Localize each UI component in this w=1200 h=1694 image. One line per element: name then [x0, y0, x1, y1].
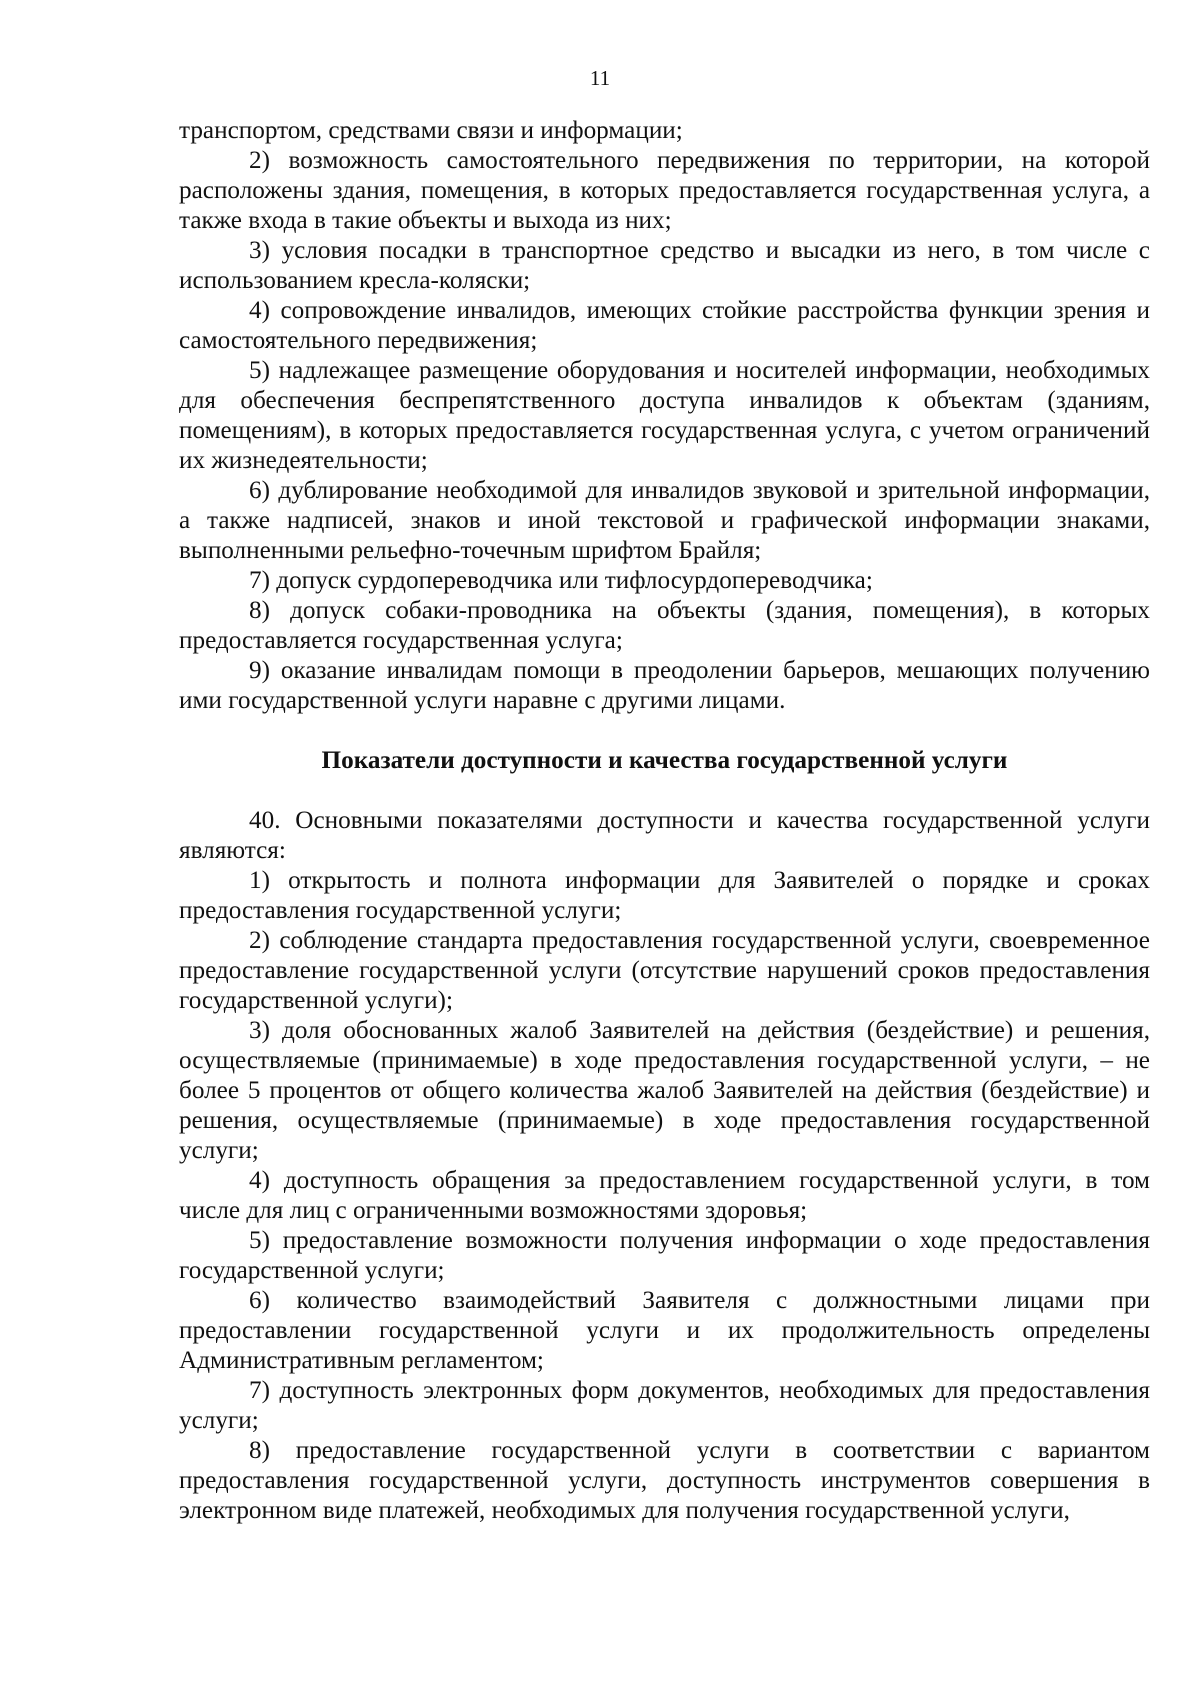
- section-heading: Показатели доступности и качества государственной услуги: [321, 747, 1008, 774]
- paragraph: 40. Основными показателями доступности и качества государственной услуги являются:: [179, 807, 1150, 864]
- document-body: [179, 116, 1150, 1526]
- paragraph: 3) условия посадки в транспортное средство и высадки из него, в том числе с использованием кресла-коляски;: [179, 237, 1150, 294]
- paragraph: 1) открытость и полнота информации для Заявителей о порядке и сроках предоставления государственной услуги;: [179, 867, 1150, 924]
- paragraph: транспортом, средствами связи и информации;: [179, 117, 683, 144]
- paragraph: 2) возможность самостоятельного передвижения по территории, на которой расположены здания, помещения, в которых предоставляется государственная услуга, а также входа в такие объекты и выхода из них;: [179, 147, 1150, 234]
- paragraph: 9) оказание инвалидам помощи в преодолении барьеров, мешающих получению ими государственной услуги наравне с другими лицами.: [179, 657, 1150, 714]
- paragraph: 8) предоставление государственной услуги в соответствии с вариантом предоставления государственной услуги, доступность инструментов совершения в электронном виде платежей, необходимых для получения государственной услуги,: [179, 1437, 1150, 1524]
- paragraph: 3) доля обоснованных жалоб Заявителей на действия (бездействие) и решения, осуществляемые (принимаемые) в ходе предоставления государственной услуги, – не более 5 процентов от общего количества жалоб Заявителей на действия (бездействие) и решения, осуществляемые (принимаемые) в ходе предоставления государственной услуги;: [179, 1017, 1150, 1164]
- page-number: 11: [589, 66, 611, 90]
- paragraph: 4) сопровождение инвалидов, имеющих стойкие расстройства функции зрения и самостоятельного передвижения;: [179, 297, 1150, 354]
- section-quality-indicators: [179, 806, 1150, 1526]
- paragraph: 6) количество взаимодействий Заявителя с должностными лицами при предоставлении государственной услуги и их продолжительность определены Административным регламентом;: [179, 1287, 1150, 1374]
- paragraph: 7) допуск сурдопереводчика или тифлосурдопереводчика;: [249, 567, 873, 594]
- paragraph: 5) надлежащее размещение оборудования и носителей информации, необходимых для обеспечения беспрепятственного доступа инвалидов к объектам (зданиям, помещениям), в которых предоставляется государственная услуга, с учетом ограничений их жизнедеятельности;: [179, 357, 1150, 474]
- paragraph: 2) соблюдение стандарта предоставления государственной услуги, своевременное предоставление государственной услуги (отсутствие нарушений сроков предоставления государственной услуги);: [179, 927, 1150, 1014]
- paragraph: 7) доступность электронных форм документов, необходимых для предоставления услуги;: [179, 1377, 1150, 1434]
- section-accessibility-conditions: [179, 116, 1150, 716]
- paragraph: 8) допуск собаки-проводника на объекты (здания, помещения), в которых предоставляется государственная услуга;: [179, 597, 1150, 654]
- paragraph: 4) доступность обращения за предоставлением государственной услуги, в том числе для лиц с ограниченными возможностями здоровья;: [179, 1167, 1150, 1224]
- paragraph: 6) дублирование необходимой для инвалидов звуковой и зрительной информации, а также надписей, знаков и иной текстовой и графической информации знаками, выполненными рельефно-точечным шрифтом Брайля;: [179, 477, 1150, 564]
- paragraph: 5) предоставление возможности получения информации о ходе предоставления государственной услуги;: [179, 1227, 1150, 1284]
